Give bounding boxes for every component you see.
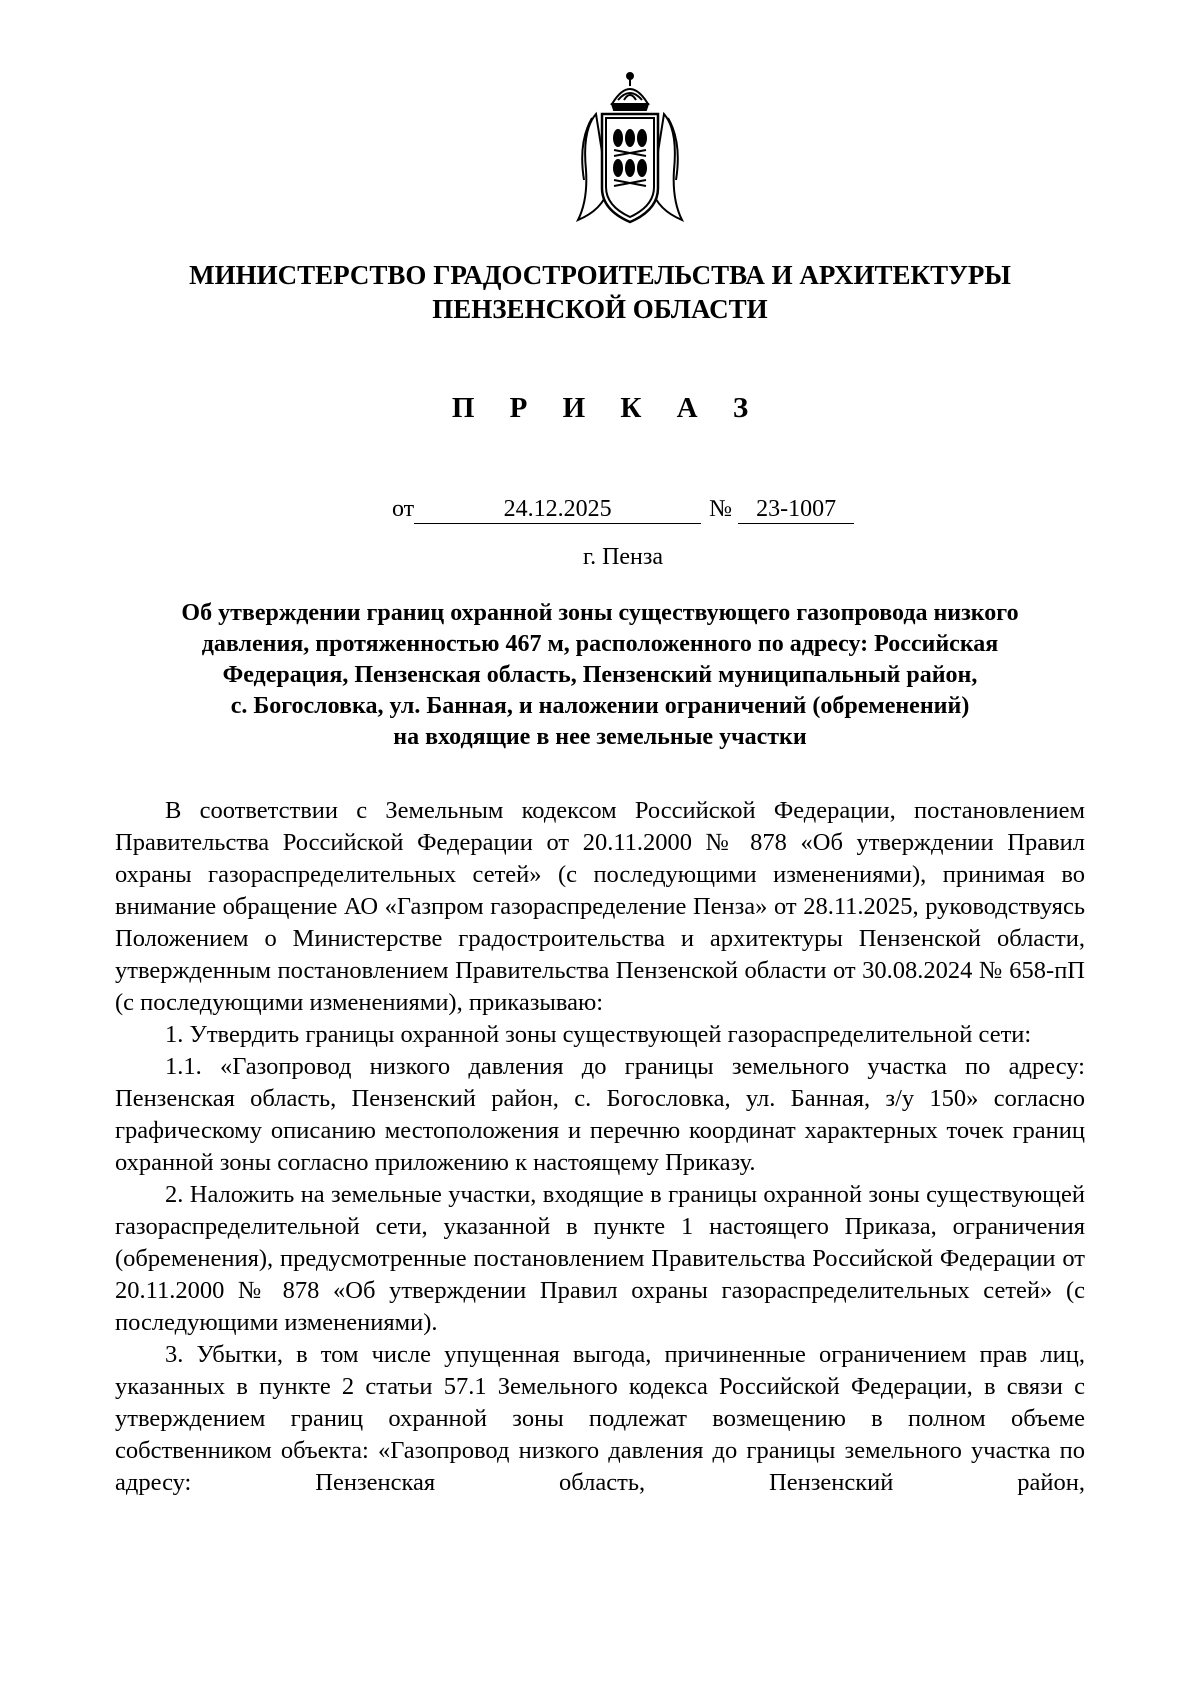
item-2-paragraph: 2. Наложить на земельные участки, входящие в границы охранной зоны существующей газораспределительной сети, указанной в пункте 1 настоящего Приказа, ограничения (обременения), предусмотренные постановлением Правительства Российской Федерации от 20.11.2000 № 878 «Об утверждении Правил охраны газораспределительных сетей» (с последующими изменениями). <box>115 1181 1085 1336</box>
subject-line: на входящие в нее земельные участки <box>393 724 807 750</box>
subject-line: давления, протяженностью 467 м, расположенного по адресу: Российская <box>201 631 999 657</box>
ministry-name-line1: МИНИСТЕРСТВО ГРАДОСТРОИТЕЛЬСТВА И АРХИТЕКТУРЫ <box>189 260 1011 290</box>
subject-line: Об утверждении границ охранной зоны существующего газопровода низкого <box>181 600 1019 626</box>
penza-oblast-coat-of-arms-icon <box>572 70 688 230</box>
subject-line: с. Богословка, ул. Банная, и наложении ограничений (обременений) <box>230 693 970 719</box>
preamble-paragraph: В соответствии с Земельным кодексом Российской Федерации, постановлением Правительства Российской Федерации от 20.11.2000 № 878 «Об утверждении Правил охраны газораспределительных сетей» (с последующими изменениями), принимая во внимание обращение АО «Газпром газораспределение Пенза» от 28.11.2025, руководствуясь Положением о Министерстве градостроительства и архитектуры Пензенской области, утвержденным постановлением Правительства Пензенской области от 30.08.2024 № 658-пП (с последующими изменениями), приказываю: <box>115 797 1085 1016</box>
date-prefix: от <box>392 496 415 522</box>
item-3-paragraph: 3. Убытки, в том числе упущенная выгода, причиненные ограничением прав лиц, указанных в пункте 2 статьи 57.1 Земельного кодекса Российской Федерации, в связи с утверждением границ охранной зоны подлежат возмещению в полном объеме собственником объекта: «Газопровод низкого давления до границы земельного участка по адресу: Пензенская область, Пензенский район, <box>115 1341 1085 1496</box>
date-number-line <box>392 494 854 524</box>
city: г. Пенза <box>582 544 664 570</box>
item-1-paragraph: 1. Утвердить границы охранной зоны существующей газораспределительной сети: <box>165 1021 1032 1048</box>
order-number: 23-1007 <box>738 495 854 524</box>
ministry-name-line2: ПЕНЗЕНСКОЙ ОБЛАСТИ <box>432 294 768 324</box>
order-date: 24.12.2025 <box>414 495 701 524</box>
subject-line: Федерация, Пензенская область, Пензенский муниципальный район, <box>222 662 978 688</box>
number-sign: № <box>709 496 733 522</box>
document-type-title: П Р И К А З <box>451 392 763 424</box>
order-body <box>115 795 1085 1499</box>
ministry-name <box>0 258 1200 326</box>
order-subject <box>110 598 1090 753</box>
item-1-1-paragraph: 1.1. «Газопровод низкого давления до границы земельного участка по адресу: Пензенская область, Пензенский район, с. Богословка, ул. Банная, з/у 150» согласно графическому описанию местоположения и перечню координат характерных точек границ охранной зоны согласно приложению к настоящему Приказу. <box>115 1053 1085 1176</box>
